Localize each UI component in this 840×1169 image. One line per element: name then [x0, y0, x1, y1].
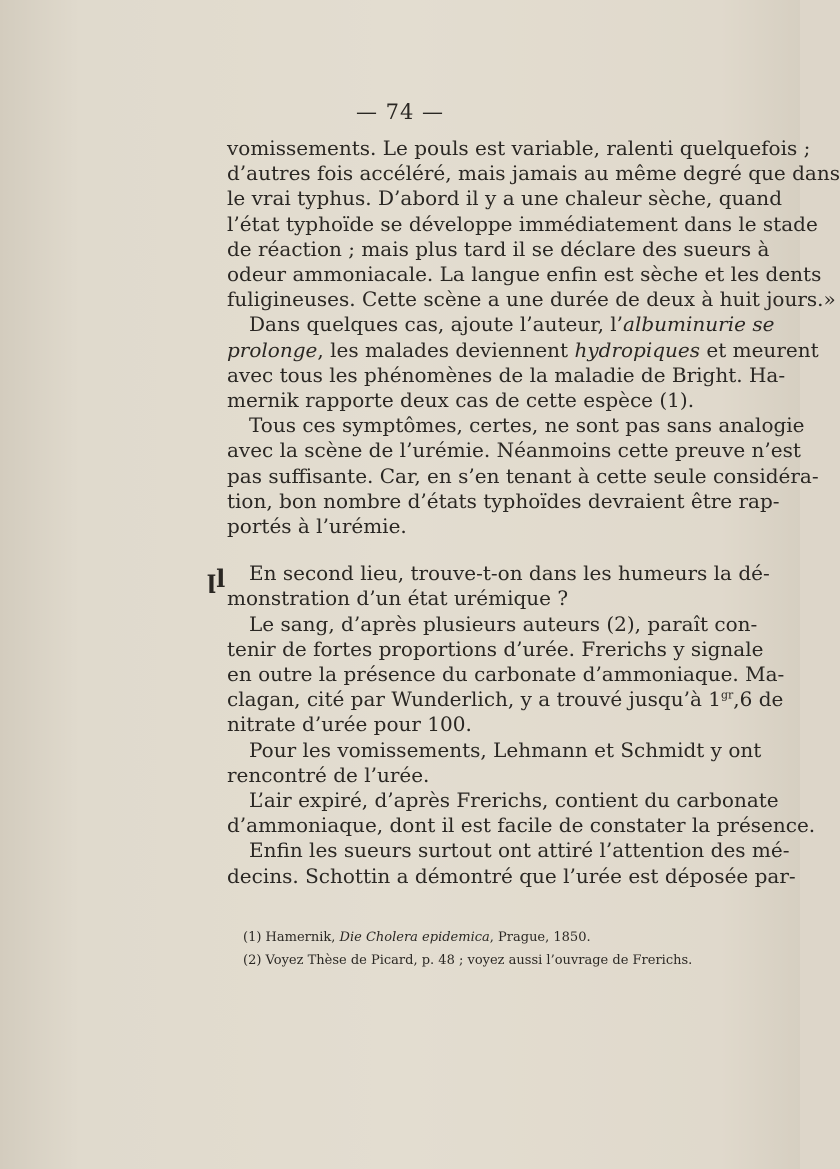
footnote-title: Die Cholera epidemica: [339, 930, 490, 945]
footnote-2: (2) Voyez Thèse de Picard, p. 48 ; voyez aussi l’ouvrage de Frerichs.: [243, 953, 693, 968]
text-line: [227, 312, 775, 337]
italic-term: albuminurie se: [623, 312, 775, 337]
text-line: avec la scène de l’urémie. Néanmoins cette preuve n’est: [227, 438, 801, 463]
text-line: Tous ces symptômes, certes, ne sont pas sans analogie: [249, 413, 805, 438]
italic-term: prolonge: [227, 337, 318, 362]
text-line: pas suffisante. Car, en s’en tenant à cette seule considéra-: [227, 463, 819, 488]
text-line: decins. Schottin a démontré que l’urée est déposée par-: [227, 863, 796, 888]
page-number: — 74 —: [355, 100, 445, 124]
text-line: avec tous les phénomènes de la maladie de Bright. Ha-: [227, 362, 786, 387]
margin-mark: ꞁl: [207, 564, 226, 593]
text-line: rencontré de l’urée.: [227, 762, 430, 787]
text-line: de réaction ; mais plus tard il se déclare des sueurs à: [227, 236, 770, 261]
text-line: Enfin les sueurs surtout ont attiré l’attention des mé-: [249, 838, 790, 863]
text-fragment: , les malades deviennent: [317, 337, 575, 362]
footnote-text: , Prague, 1850.: [489, 930, 591, 945]
text-line: l’état typhoïde se développe immédiatement dans le stade: [227, 211, 818, 236]
text-fragment: Dans quelques cas, ajoute l’auteur, l’: [249, 312, 624, 337]
text-line: tenir de fortes proportions d’urée. Frerichs y signale: [227, 636, 764, 661]
text-line: fuligineuses. Cette scène a une durée de deux à huit jours.»: [227, 287, 836, 312]
text-line: nitrate d’urée pour 100.: [227, 712, 472, 737]
text-line: vomissements. Le pouls est variable, ralenti quelquefois ;: [227, 136, 811, 160]
text-line: L’air expiré, d’après Frerichs, contient du carbonate: [249, 788, 779, 813]
text-line: portés à l’urémie.: [227, 514, 407, 539]
italic-term: hydropiques: [574, 337, 701, 362]
text-line: monstration d’un état urémique ?: [227, 586, 569, 611]
footnote-1: [243, 926, 713, 949]
text-line: [227, 687, 784, 712]
text-line: le vrai typhus. D’abord il y a une chaleur sèche, quand: [227, 186, 782, 211]
text-line: mernik rapporte deux cas de cette espèce (1).: [227, 388, 695, 413]
text-line: d’ammoniaque, dont il est facile de constater la présence.: [227, 813, 816, 838]
text-line: odeur ammoniacale. La langue enfin est sèche et les dents: [227, 262, 822, 287]
text-fragment: et meurent: [700, 337, 819, 362]
text-line: En second lieu, trouve-t-on dans les humeurs la dé-: [249, 561, 770, 586]
text-line: Pour les vomissements, Lehmann et Schmidt y ont: [249, 737, 762, 762]
text-line: en outre la présence du carbonate d’ammoniaque. Ma-: [227, 662, 785, 687]
text-line: d’autres fois accéléré, mais jamais au même degré que dans: [227, 161, 840, 186]
paragraph-gap: [227, 539, 700, 561]
footnote-text: (1) Hamernik,: [243, 930, 340, 945]
superscript: gr: [720, 688, 734, 702]
text-line: [227, 337, 819, 363]
body-text: [227, 136, 840, 889]
text-fragment: clagan, cité par Wunderlich, y a trouvé jusqu’à 1: [227, 687, 721, 712]
footnotes: [243, 926, 713, 972]
text-line: Le sang, d’après plusieurs auteurs (2), paraît con-: [249, 611, 758, 636]
text-line: tion, bon nombre d’états typhoïdes devraient être rap-: [227, 488, 780, 513]
text-fragment: ,6 de: [733, 687, 784, 712]
